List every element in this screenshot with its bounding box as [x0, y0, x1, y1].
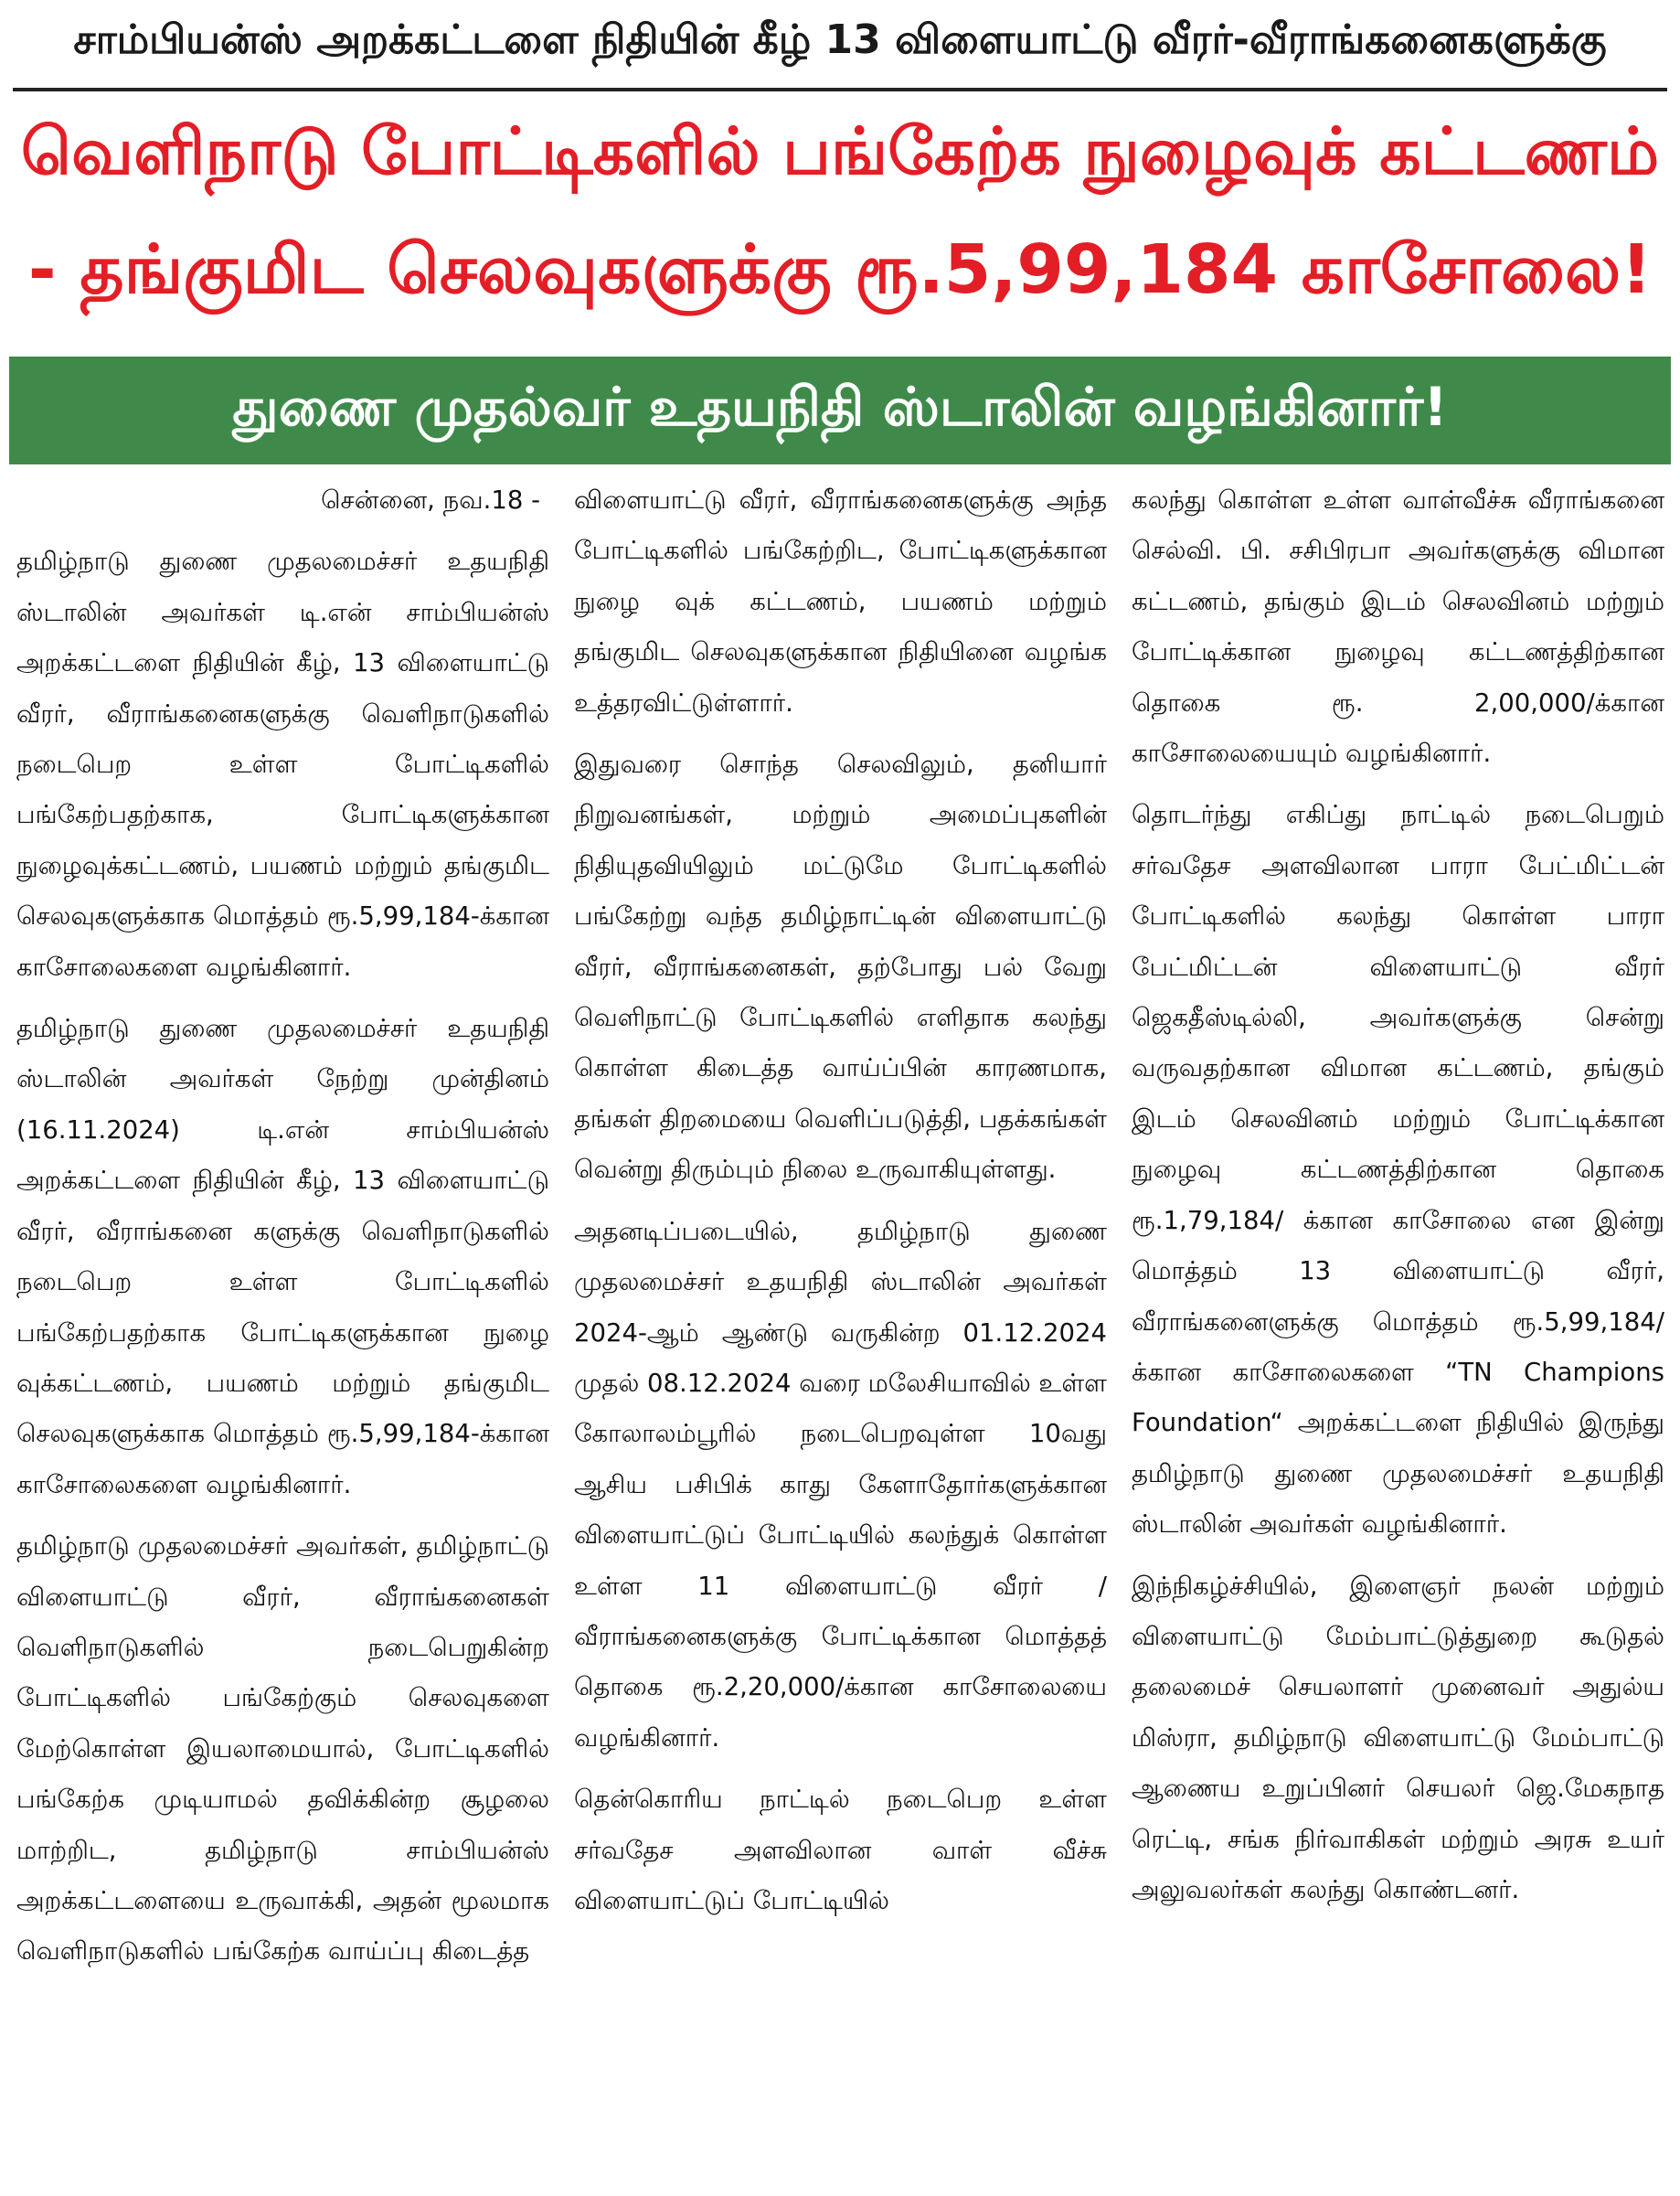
headline-line-1-text: வெளிநாடு போட்டிகளில் பங்கேற்க நுழைவுக் கட்டணம்: [20, 113, 1660, 189]
kicker-text: சாம்பியன்ஸ் அறக்கட்டளை நிதியின் கீழ் 13 விளையாட்டு வீரர்-வீராங்கனைகளுக்கு: [73, 16, 1607, 63]
paragraph: இதுவரை சொந்த செலவிலும், தனியார் நிறுவனங்கள், மற்றும் அமைப்புகளின் நிதியுதவியிலும் மட்டுமே போட்டிகளில் பங்கேற்று வந்த தமிழ்நாட்டின் விளையாட்டு வீரர், வீராங்கனைகள், தற்போது பல் வேறு வெளிநாட்டு போட்டிகளில் எளிதாக கலந்து கொள்ள கிடைத்த வாய்ப்பின் காரணமாக, தங்கள் திறமையை வெளிப்படுத்தி, பதக்கங்கள் வென்று திரும்பும் நிலை உருவாகியுள்ளது.: [574, 750, 1107, 1185]
paragraph: கலந்து கொள்ள உள்ள வாள்வீச்சு வீராங்கனை செல்வி. பி. சசிபிரபா அவர்களுக்கு விமான கட்டணம், தங்கும் இடம் செலவினம் மற்றும் போட்டிக்கான நுழைவு கட்டணத்திற்கான தொகை ரூ. 2,00,000/க்கான காசோலையையும் வழங்கினார்.: [1132, 485, 1664, 769]
subheadline-text: துணை முதல்வர் உதயநிதி ஸ்டாலின் வழங்கினார்!: [232, 376, 1448, 438]
paragraph: தென்கொரிய நாட்டில் நடைபெற உள்ள சர்வதேச அளவிலான வாள் வீச்சு விளையாட்டுப் போட்டியில்: [574, 1785, 1107, 1915]
headline-line-1: [0, 113, 1680, 189]
paragraph: தமிழ்நாடு முதலமைச்சர் அவர்கள், தமிழ்நாட்டு விளையாட்டு வீரர், வீராங்கனைகள் வெளிநாடுகளில் நடைபெறுகின்ற போட்டிகளில் பங்கேற்கும் செலவுகளை மேற்கொள்ள இயலாமையால், போட்டிகளில் பங்கேற்க முடியாமல் தவிக்கின்ற சூழலை மாற்றிட, தமிழ்நாடு சாம்பியன்ஸ் அறக்கட்டளையை உருவாக்கி, அதன் மூலமாக வெளிநாடுகளில் பங்கேற்க வாய்ப்பு கிடைத்த: [16, 1531, 549, 1967]
article-column-3: [1126, 475, 1670, 2191]
paragraph: தொடர்ந்து எகிப்து நாட்டில் நடைபெறும் சர்வதேச அளவிலான பாரா பேட்மிட்டன் போட்டிகளில் கலந்து கொள்ள பாரா பேட்மிட்டன் விளையாட்டு வீரர் ஜெகதீஸ்டில்லி, அவர்களுக்கு சென்று வருவதற்கான விமான கட்டணம், தங்கும் இடம் செலவினம் மற்றும் போட்டிக்கான நுழைவு கட்டணத்திற்கான தொகை ரூ.1,79,184/ க்கான காசோலை என இன்று மொத்தம் 13 விளையாட்டு வீரர், வீராங்கனைளுக்கு மொத்தம் ரூ.5,99,184/க்கான காசோலைகளை “TN Champions Foundation“ அறக்கட்டளை நிதியில் இருந்து தமிழ்நாடு துணை முதலமைச்சர் உதயநிதி ஸ்டாலின் அவர்கள் வழங்கினார்.: [1132, 800, 1664, 1540]
kicker-headline: [0, 0, 1680, 84]
subheadline-band: [9, 357, 1671, 464]
paragraph: தமிழ்நாடு துணை முதலமைச்சர் உதயநிதி ஸ்டாலின் அவர்கள் டி.என் சாம்பியன்ஸ் அறக்கட்டளை நிதியின் கீழ், 13 விளையாட்டு வீரர், வீராங்கனைகளுக்கு வெளிநாடுகளில் நடைபெற உள்ள போட்டிகளில் பங்கேற்பதற்காக, போட்டிகளுக்கான நுழைவுக்கட்டணம், பயணம் மற்றும் தங்குமிட செலவுகளுக்காக மொத்தம் ரூ.5,99,184-க்கான காசோலைகளை வழங்கினார்.: [16, 547, 549, 982]
article-column-1: [11, 475, 555, 2191]
paragraph: இந்நிகழ்ச்சியில், இளைஞர் நலன் மற்றும் விளையாட்டு மேம்பாட்டுத்துறை கூடுதல் தலைமைச் செயலாளர் முனைவர் அதுல்ய மிஸ்ரா, தமிழ்நாடு விளையாட்டு மேம்பாட்டு ஆணைய உறுப்பினர் செயலர் ஜெ.மேகநாத ரெட்டி, சங்க நிர்வாகிகள் மற்றும் அரசு உயர் அலுவலர்கள் கலந்து கொண்டனர்.: [1132, 1571, 1664, 1904]
headline-line-2: [0, 230, 1680, 309]
headline-line-2-text: - தங்குமிட செலவுகளுக்கு ரூ.5,99,184 காசோலை!: [27, 230, 1653, 309]
paragraph: விளையாட்டு வீரர், வீராங்கனைகளுக்கு அந்த போட்டிகளில் பங்கேற்றிட, போட்டிகளுக்கான நுழை வுக் கட்டணம், பயணம் மற்றும் தங்குமிட செலவுகளுக்கான நிதியினை வழங்க உத்தரவிட்டுள்ளார்.: [574, 485, 1107, 718]
kicker-divider: [13, 88, 1667, 91]
article-column-2: [569, 475, 1112, 2191]
paragraph: அதனடிப்படையில், தமிழ்நாடு துணை முதலமைச்சர் உதயநிதி ஸ்டாலின் அவர்கள் 2024-ஆம் ஆண்டு வருகின்ற 01.12.2024 முதல் 08.12.2024 வரை மலேசியாவில் உள்ள கோலாலம்பூரில் நடைபெறவுள்ள 10வது ஆசிய பசிபிக் காது கேளாதோர்களுக்கான விளையாட்டுப் போட்டியில் கலந்துக் கொள்ள உள்ள 11 விளையாட்டு வீரர் / வீராங்கனைகளுக்கு போட்டிக்கான மொத்தத் தொகை ரூ.2,20,000/க்கான காசோலையை வழங்கினார்.: [574, 1216, 1107, 1753]
article-body: [11, 475, 1671, 2191]
dateline: சென்னை, நவ.18 -: [321, 485, 540, 515]
paragraph: தமிழ்நாடு துணை முதலமைச்சர் உதயநிதி ஸ்டாலின் அவர்கள் நேற்று முன்தினம் (16.11.2024) டி.என் சாம்பியன்ஸ் அறக்கட்டளை நிதியின் கீழ், 13 விளையாட்டு வீரர், வீராங்கனை களுக்கு வெளிநாடுகளில் நடைபெற உள்ள போட்டிகளில் பங்கேற்பதற்காக போட்டிகளுக்கான நுழை வுக்கட்டணம், பயணம் மற்றும் தங்குமிட செலவுகளுக்காக மொத்தம் ரூ.5,99,184-க்கான காசோலைகளை வழங்கினார்.: [16, 1014, 549, 1499]
